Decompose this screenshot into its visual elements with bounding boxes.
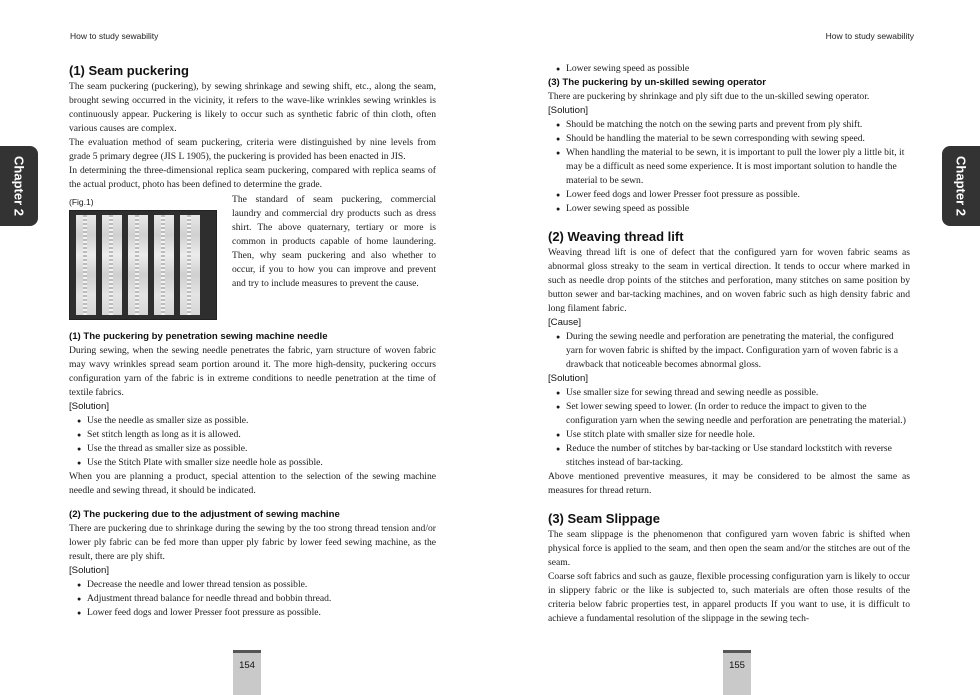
paragraph: When you are planning a product, special attention to the selection of the sewing machine needle and sewing thread, it should be indicated.: [69, 471, 436, 496]
list-item: ● Set stitch length as long as it is allowed.: [69, 428, 436, 442]
section-title-weaving-thread-lift: (2) Weaving thread lift: [548, 229, 684, 244]
list-item: ● Lower feed dogs and lower Presser foot pressure as possible.: [69, 606, 436, 620]
list-item: ● Reduce the number of stitches by bar-tacking or Use standard lockstitch with reverse stitches instead of bar-tacking.: [548, 442, 910, 470]
list-item: ● Use the thread as smaller size as possible.: [69, 442, 436, 456]
seam-puckering-photo: [69, 210, 217, 320]
solution-heading: [Solution]: [69, 565, 110, 576]
cause-list: [548, 330, 910, 372]
paragraph: The evaluation method of seam puckering, criteria were distinguished by nine levels from grade 5 primary degree (JIS L 1905), the puckering is provided has been enacted in JIS.: [69, 137, 436, 162]
running-head-right: How to study sewability: [825, 31, 914, 41]
subsection-title: (3) The puckering by un-skilled sewing operator: [548, 77, 767, 88]
solution-list: [69, 578, 436, 620]
figure-block: [69, 193, 436, 320]
list-item: ● Should be matching the notch on the sewing parts and prevent from ply shift.: [548, 118, 910, 132]
right-column: [548, 62, 910, 626]
paragraph: During sewing, when the sewing needle penetrates the fabric, yarn structure of woven fabric may wavy wrinkles spread seam portion around it. The more high-density, puckering occurs configuration yarn of the fabric is in extreme conditions to needle penetration at the time of textile fabrics.: [69, 345, 436, 398]
list-item: ● When handling the material to be sewn, it is important to pull the lower ply a little bit, it may be a difficult as need some experience. It is most important solution to handle the material to be sewn.: [548, 146, 910, 188]
solution-heading: [Solution]: [548, 373, 589, 384]
paragraph: Coarse soft fabrics and such as gauze, flexible processing configuration yarn is likely to occur in slippery fabric or the like is subjected to, such materials are often those results of the criteria below fabric properties test, in apparel products If you want to use, it is difficult to achieve a fundamental resolution of the slippage in the sewing tech-: [548, 571, 910, 624]
solution-heading: [Solution]: [548, 105, 589, 116]
list-item: ● Use smaller size for sewing thread and sewing needle as possible.: [548, 386, 910, 400]
solution-heading: [Solution]: [69, 401, 110, 412]
right-page: [490, 0, 980, 695]
paragraph: There are puckering by shrinkage and ply sift due to the un-skilled sewing operator.: [548, 91, 870, 102]
list-item: ● Lower feed dogs and lower Presser foot pressure as possible.: [548, 188, 910, 202]
section-title-seam-slippage: (3) Seam Slippage: [548, 511, 660, 526]
paragraph: There are puckering due to shrinkage during the sewing by the too strong thread tension and/or lower ply fabric can be fed more than upper ply fabric by lower feed sewing machine, as the result, there are ply shift.: [69, 523, 436, 562]
figure: [69, 193, 229, 320]
solution-list: [69, 414, 436, 470]
list-item: ● Lower sewing speed as possible: [548, 62, 910, 76]
list-item: ● Decrease the needle and lower thread tension as possible.: [69, 578, 436, 592]
subsection-title: (2) The puckering due to the adjustment of sewing machine: [69, 509, 340, 520]
left-column: [69, 62, 436, 620]
list-item: ● Adjustment thread balance for needle thread and bobbin thread.: [69, 592, 436, 606]
page-number-left: 154: [233, 650, 261, 695]
list-item: ● Lower sewing speed as possible: [548, 202, 910, 216]
figure-caption-text: The standard of seam puckering, commercial laundry and commercial dry products such as dress shirt. The above quaternary, tertiary or more is common in products capable of home laundering. Then, why seam puckering and also whether to occur, if you to how you can improve and prevent and try to include measures to prevent the cause.: [232, 194, 436, 289]
list-item: ● Use the Stitch Plate with smaller size needle hole as possible.: [69, 456, 436, 470]
subsection-title: (1) The puckering by penetration sewing machine needle: [69, 331, 328, 342]
list-item: ● Set lower sewing speed to lower. (In order to reduce the impact to given to the configuration yarn when the sewing needle and perforation are penetrating the material.): [548, 400, 910, 428]
paragraph: Weaving thread lift is one of defect that the configured yarn for woven fabric seams as abnormal gloss streaky to the seam in vertical direction. It tends to occur where marked in such as needle drop points of the stitches and perforation, many stitches on same position by button sewer and bar-tacking machines, and on woven fabric such as high density fabric and long filament fabric.: [548, 247, 910, 314]
list-item: ● Use the needle as smaller size as possible.: [69, 414, 436, 428]
paragraph: The seam slippage is the phenomenon that configured yarn woven fabric is shifted when physical force is applied to the seam, and then open the seam and/or the stitches are out of the seam.: [548, 529, 910, 568]
chapter-tab-right[interactable]: [942, 146, 980, 226]
cause-heading: [Cause]: [548, 317, 582, 328]
list-item: ● Should be handling the material to be sewn corresponding with sewing speed.: [548, 132, 910, 146]
page-number-right: 155: [723, 650, 751, 695]
chapter-tab-left[interactable]: [0, 146, 38, 226]
solution-list: [548, 118, 910, 216]
list-item: ● Use stitch plate with smaller size for needle hole.: [548, 428, 910, 442]
chapter-tab-label: Chapter 2: [953, 156, 969, 216]
paragraph: The seam puckering (puckering), by sewing shrinkage and sewing shift, etc., along the seam, brought sewing occurred in the vicinity, it refers to the wave-like wrinkles sewing wrinkles is continuously appear. Puckering is likely to occur such as synthetic fabric of thin cloth, often various causes are complex.: [69, 81, 436, 134]
running-head-left: How to study sewability: [70, 31, 159, 41]
paragraph: In determining the three-dimensional replica seam puckering, compared with replica seams of the actual product, photo has been defined to determine the grade.: [69, 165, 436, 190]
paragraph: Above mentioned preventive measures, it may be considered to be almost the same as measures for thread return.: [548, 471, 910, 496]
chapter-tab-label: Chapter 2: [11, 156, 27, 216]
list-item: ● During the sewing needle and perforation are penetrating the material, the configured yarn for woven fabric is shifted by the impact. Configuration yarn of woven fabric is a drawback that noticeable becomes abnormal gloss.: [548, 330, 910, 372]
section-title-seam-puckering: (1) Seam puckering: [69, 63, 189, 78]
solution-list: [548, 386, 910, 470]
solution-list: [548, 62, 910, 76]
figure-label: (Fig.1): [69, 197, 94, 207]
